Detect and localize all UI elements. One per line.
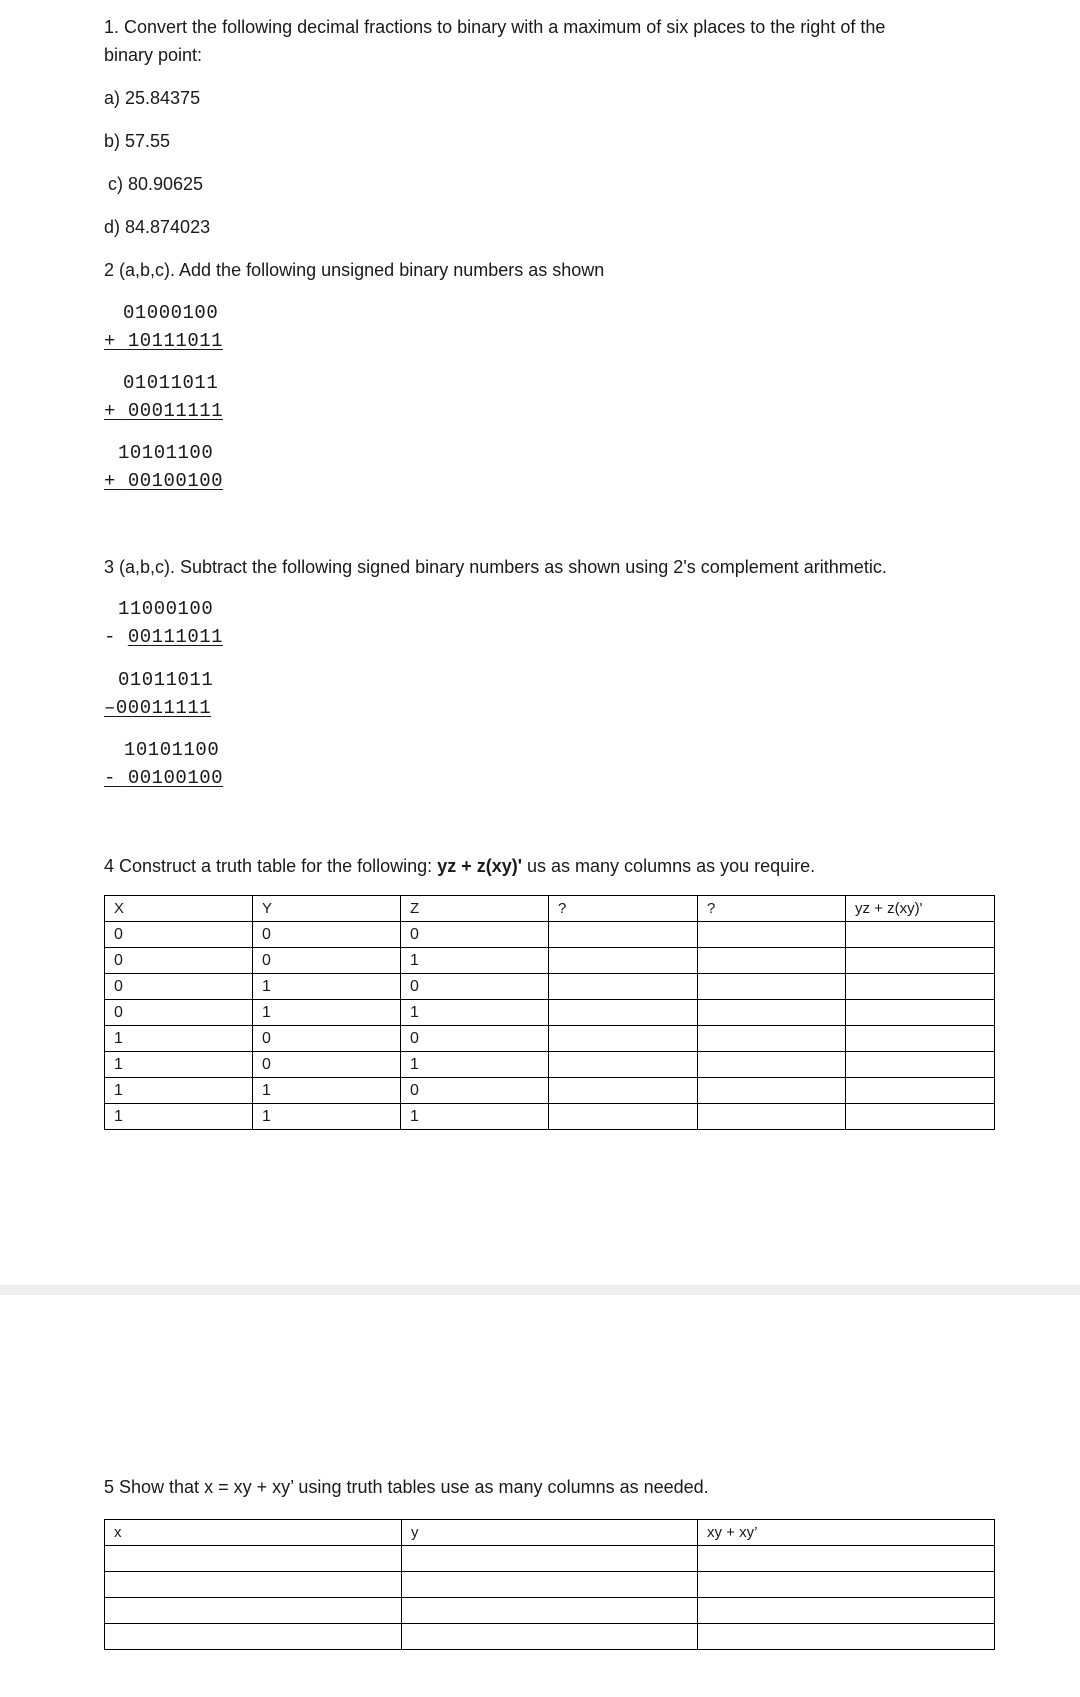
- q2b-bottom-number: 00011111: [127, 400, 224, 422]
- answer-cell[interactable]: [698, 1572, 995, 1598]
- q5-header-y: y: [402, 1520, 698, 1546]
- table-row: [105, 1026, 995, 1052]
- table-row: [105, 922, 995, 948]
- answer-cell[interactable]: [698, 1078, 846, 1104]
- table-cell: 1: [401, 1000, 549, 1026]
- table-cell: 1: [105, 1052, 253, 1078]
- q3a-bottom-line: [104, 626, 223, 648]
- q4-truth-table: [104, 895, 995, 1130]
- table-cell: 0: [253, 922, 401, 948]
- answer-cell[interactable]: [402, 1572, 698, 1598]
- table-cell: 1: [105, 1026, 253, 1052]
- table-row: [105, 974, 995, 1000]
- answer-cell[interactable]: [549, 1052, 698, 1078]
- q4-header-z: Z: [401, 896, 549, 922]
- table-cell: 1: [253, 1078, 401, 1104]
- q4-heading-prefix: 4 Construct a truth table for the following:: [104, 856, 438, 876]
- q2b-operator: +: [104, 400, 128, 422]
- answer-cell[interactable]: [698, 1104, 846, 1130]
- answer-cell[interactable]: [698, 1052, 846, 1078]
- answer-cell[interactable]: [698, 1598, 995, 1624]
- q1-item-a: a) 25.84375: [104, 88, 201, 108]
- q2c-operator: +: [104, 470, 128, 492]
- answer-cell[interactable]: [846, 1104, 995, 1130]
- q4-header-col5: ?: [698, 896, 846, 922]
- q3b-bottom-number: 00011111: [115, 697, 212, 719]
- q3c-bottom-number: 00100100: [127, 767, 224, 789]
- q3c-operator: -: [104, 767, 128, 789]
- q4-heading-suffix: us as many columns as you require.: [522, 856, 816, 876]
- table-cell: 0: [401, 922, 549, 948]
- q4-header-col4: ?: [549, 896, 698, 922]
- answer-cell[interactable]: [549, 922, 698, 948]
- q3c-top-number: 10101100: [124, 739, 220, 761]
- q1-prompt-line1: 1. Convert the following decimal fractions to binary with a maximum of six places to the right of the: [104, 17, 886, 37]
- q2a-top-number: 01000100: [123, 302, 219, 324]
- table-row: [105, 1104, 995, 1130]
- answer-cell[interactable]: [846, 1052, 995, 1078]
- q5-header-x: x: [105, 1520, 402, 1546]
- q1-item-b: b) 57.55: [104, 131, 171, 151]
- answer-cell[interactable]: [698, 974, 846, 1000]
- q3a-bottom-number: 00111011: [127, 626, 224, 648]
- answer-cell[interactable]: [105, 1546, 402, 1572]
- table-cell: 1: [253, 974, 401, 1000]
- table-cell: 0: [401, 1078, 549, 1104]
- q4-heading: [104, 855, 815, 877]
- table-cell: 0: [401, 1026, 549, 1052]
- answer-cell[interactable]: [402, 1624, 698, 1650]
- answer-cell[interactable]: [846, 1078, 995, 1104]
- table-row: [105, 1078, 995, 1104]
- table-cell: 0: [105, 1000, 253, 1026]
- answer-cell[interactable]: [846, 948, 995, 974]
- answer-cell[interactable]: [698, 1026, 846, 1052]
- q2-heading: 2 (a,b,c). Add the following unsigned binary numbers as shown: [104, 260, 605, 280]
- q3-heading: 3 (a,b,c). Subtract the following signed binary numbers as shown using 2's complement arithmetic.: [104, 557, 887, 577]
- answer-cell[interactable]: [402, 1598, 698, 1624]
- answer-cell[interactable]: [105, 1572, 402, 1598]
- q4-table-header-row: [105, 896, 995, 922]
- answer-cell[interactable]: [402, 1546, 698, 1572]
- q2a-operator: +: [104, 330, 128, 352]
- answer-cell[interactable]: [846, 974, 995, 1000]
- q5-header-result: xy + xy’: [698, 1520, 995, 1546]
- table-row: [105, 1546, 995, 1572]
- q1-item-c: c) 80.90625: [108, 174, 204, 194]
- table-cell: 0: [105, 922, 253, 948]
- q3b-bottom-line: [104, 697, 211, 719]
- q3a-operator: -: [104, 626, 128, 648]
- table-cell: 0: [253, 1026, 401, 1052]
- q3b-operator: –: [104, 697, 116, 719]
- table-row: [105, 1572, 995, 1598]
- answer-cell[interactable]: [549, 1078, 698, 1104]
- table-row: [105, 1598, 995, 1624]
- q5-table-header-row: [105, 1520, 995, 1546]
- q3b-top-number: 01011011: [118, 669, 214, 691]
- answer-cell[interactable]: [105, 1598, 402, 1624]
- q2b-top-number: 01011011: [123, 372, 219, 394]
- q1-prompt-line2: binary point:: [104, 45, 203, 65]
- q4-header-x: X: [105, 896, 253, 922]
- q2a-bottom-line: [104, 330, 223, 352]
- answer-cell[interactable]: [846, 922, 995, 948]
- table-cell: 1: [401, 948, 549, 974]
- table-cell: 0: [105, 948, 253, 974]
- answer-cell[interactable]: [698, 1000, 846, 1026]
- q4-header-result: yz + z(xy)': [846, 896, 995, 922]
- table-cell: 1: [253, 1000, 401, 1026]
- q2c-top-number: 10101100: [118, 442, 214, 464]
- worksheet-page-2: [0, 1295, 1080, 1697]
- q2c-bottom-number: 00100100: [127, 470, 224, 492]
- table-cell: 0: [253, 1052, 401, 1078]
- answer-cell[interactable]: [105, 1624, 402, 1650]
- table-row: [105, 948, 995, 974]
- table-cell: 1: [105, 1078, 253, 1104]
- table-cell: 0: [105, 974, 253, 1000]
- answer-cell[interactable]: [846, 1026, 995, 1052]
- table-cell: 1: [105, 1104, 253, 1130]
- q3c-bottom-line: [104, 767, 223, 789]
- table-cell: 0: [253, 948, 401, 974]
- answer-cell[interactable]: [549, 974, 698, 1000]
- answer-cell[interactable]: [698, 1546, 995, 1572]
- q5-heading: 5 Show that x = xy + xy’ using truth tables use as many columns as needed.: [104, 1477, 709, 1497]
- page-separator: [0, 1285, 1080, 1295]
- answer-cell[interactable]: [549, 1026, 698, 1052]
- q2c-bottom-line: [104, 470, 223, 492]
- q2b-bottom-line: [104, 400, 223, 422]
- q5-truth-table: [104, 1519, 995, 1650]
- q2a-bottom-number: 10111011: [127, 330, 224, 352]
- answer-cell[interactable]: [698, 948, 846, 974]
- table-cell: 1: [401, 1052, 549, 1078]
- q3a-top-number: 11000100: [118, 598, 214, 620]
- table-cell: 0: [401, 974, 549, 1000]
- table-cell: 1: [253, 1104, 401, 1130]
- answer-cell[interactable]: [698, 1624, 995, 1650]
- answer-cell[interactable]: [846, 1000, 995, 1026]
- answer-cell[interactable]: [549, 1104, 698, 1130]
- table-row: [105, 1052, 995, 1078]
- answer-cell[interactable]: [549, 1000, 698, 1026]
- table-row: [105, 1000, 995, 1026]
- q4-expression: yz + z(xy)': [437, 856, 523, 876]
- table-row: [105, 1624, 995, 1650]
- q1-item-d: d) 84.874023: [104, 217, 211, 237]
- answer-cell[interactable]: [549, 948, 698, 974]
- answer-cell[interactable]: [698, 922, 846, 948]
- table-cell: 1: [401, 1104, 549, 1130]
- q4-header-y: Y: [253, 896, 401, 922]
